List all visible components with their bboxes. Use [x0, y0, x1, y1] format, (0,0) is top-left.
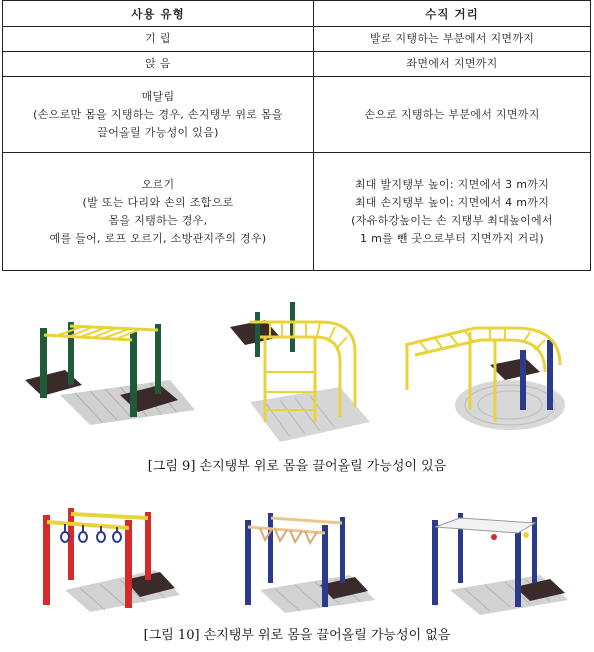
cell-line: (손으로만 몸을 지탱하는 경우, 손지탱부 위로 몸을: [33, 107, 283, 121]
cell-line: 좌면에서 지면까지: [406, 57, 498, 70]
cell-line: 오르기: [141, 177, 175, 191]
figure-10-caption: [그림 10] 손지탱부 위로 몸을 끌어올릴 가능성이 없음: [143, 628, 451, 643]
cell-line: 손으로 지탱하는 부분에서 지면까지: [364, 107, 540, 121]
row-climbing-type: [3, 153, 314, 270]
row-hanging-distance: [314, 77, 590, 152]
cell-line: 매달림: [141, 89, 175, 103]
row-sitting-type: [3, 52, 314, 76]
figure-9-caption: [그림 9] 손지탱부 위로 몸을 끌어올릴 가능성이 있음: [147, 459, 447, 474]
usage-table: [2, 0, 591, 271]
cell-line: 1 m를 뺀 곳으로부터 지면까지 거리): [360, 231, 544, 245]
cell-line: 몸을 지탱하는 경우,: [108, 213, 208, 227]
row-standing-distance: [314, 27, 590, 51]
row-climbing-distance: [314, 153, 590, 270]
table-row: [3, 51, 590, 76]
figure-9-monkey-bars-curved: [220, 292, 380, 447]
figure-9-monkey-bars-straight: [20, 300, 200, 435]
cell-line: 앉 음: [145, 57, 171, 70]
table-row: [3, 76, 590, 152]
cell-line: 발로 지탱하는 부분에서 지면까지: [369, 32, 535, 45]
cell-line: (자유하강높이는 손 지탱부 최대높이에서: [351, 213, 553, 227]
table-header-row: [3, 1, 590, 26]
row-hanging-type: [3, 77, 314, 152]
header-vertical-distance: 수직 거리: [425, 6, 479, 21]
header-usage-type: 사용 유형: [3, 1, 314, 26]
table-row: [3, 152, 590, 270]
row-standing-type: [3, 27, 314, 51]
cell-line: 끌어올릴 가능성이 있음): [97, 125, 219, 139]
table-row: [3, 26, 590, 51]
cell-line: (발 또는 다리와 손의 조합으로: [82, 195, 234, 209]
row-sitting-distance: [314, 52, 590, 76]
figure-9-monkey-bars-arch: [395, 310, 580, 435]
figure-10-rings-red: [25, 500, 185, 615]
figure-10-bars-blue: [230, 505, 380, 615]
figure-10-bars-white: [420, 505, 575, 615]
cell-line: 예를 들어, 로프 오르기, 소방관지주의 경우): [49, 231, 267, 245]
cell-line: 최대 발지탱부 높이: 지면에서 3 m까지: [354, 177, 550, 191]
cell-line: 최대 손지탱부 높이: 지면에서 4 m까지: [354, 195, 550, 209]
cell-line: 기 립: [145, 32, 171, 45]
